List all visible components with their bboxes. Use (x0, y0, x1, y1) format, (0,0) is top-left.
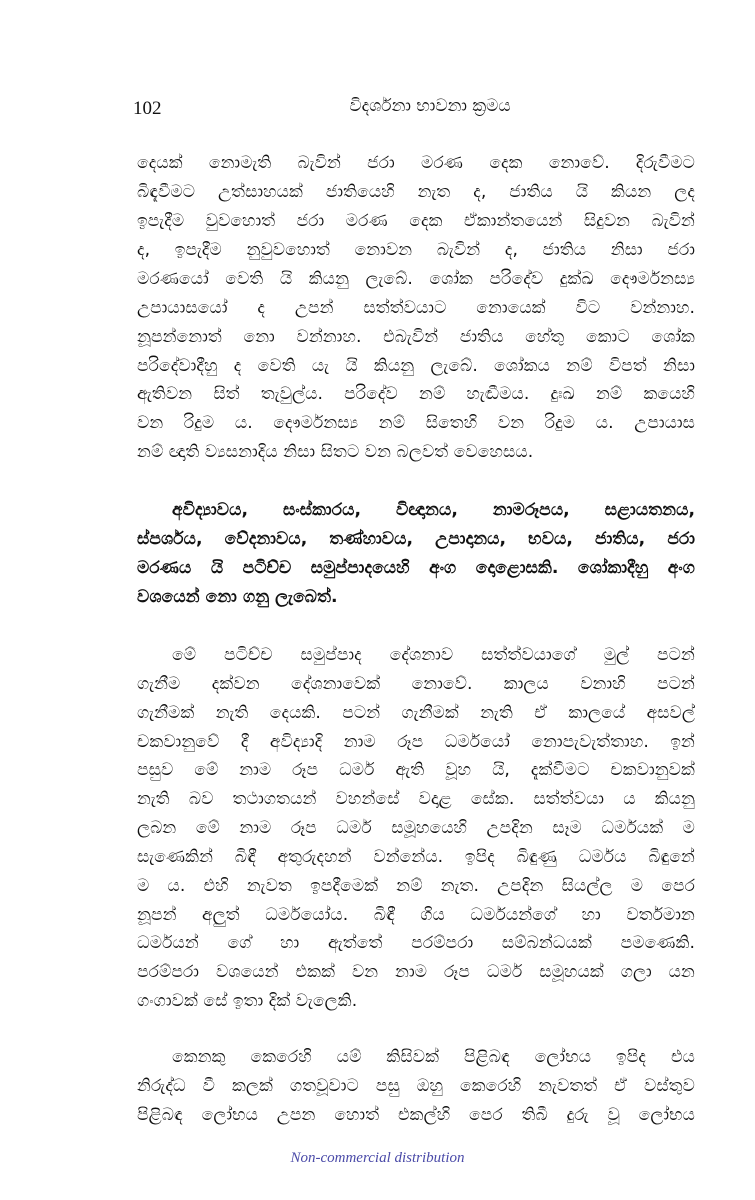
running-title: විදර්ශනා භාවනා ක්‍රමය (349, 96, 511, 116)
text-line: ඉපැදීම වුවහොත් ජරා මරණ දෙක ඒකාන්තයෙන් සිදුවන බැවින් (137, 211, 695, 231)
text-line: අවිද්‍යාවය, සංස්කාරය, විඥානය, නාමරූපය, සළායතනය, (172, 500, 695, 520)
text-line: සැණෙකින් බිඳී අතුරුදහන් වන්නේය. ඉපිද බිඳුණු ධර්මය බිඳුනේ (137, 847, 695, 867)
text-line: නැති බව තථාගතයන් වහන්සේ වදාළ සේක. සත්ත්වයා ය කියනු (137, 789, 695, 809)
text-line: නිරුද්ධ වී කලක් ගතවූවාට පසු ඔහු කෙරෙහි නැවතත් ඒ වස්තුව (137, 1076, 695, 1096)
text-line: පරිදේවාදීහු ද වෙති යැ යි කියනු ලැබේ. ශෝකය නම් විපත් නිසා (137, 356, 695, 376)
text-line: ස්පර්ශය, වේදනාවය, තණ්හාවය, උපාදානය, භවය, ජාතිය, ජරා (137, 529, 695, 549)
text-line: ගැනීම දක්වන දේශනාවෙක් නොවේ. කාලය වනාහි පටන් (137, 674, 695, 694)
text-line: නම් ඥාති ව්‍යසනාදිය නිසා සිතට වන බලවත් වෙහෙසය. (137, 442, 534, 462)
text-line: චකවානුවේ දී අවිද්‍යාදි නාම රූප ධර්මයෝ නොපැවැත්තාහ. ඉන් (137, 732, 695, 752)
text-line: ගැනීමක් නැති දෙයකි. පටන් ගැනීමක් නැති ඒ කාලයේ අසවල් (137, 703, 695, 723)
text-line: පසුව මේ නාම රූප ධර්ම ඇති වූහ යි, දැක්වීමට චකවානුවක් (137, 760, 695, 780)
text-line: වන රිදුම ය. දෞර්මනස්‍ය නම් සිතෙහි වන රිදුම ය. උපායාස (137, 413, 695, 433)
text-line: ඇතිවන සිත් තැවුල්ය. පරිදේව නම් හැඬීමය. දුඃඛ නම් කයෙහි (137, 384, 695, 404)
distribution-notice: Non-commercial distribution (290, 1150, 465, 1166)
text-line: නූපන් අලුත් ධර්මයෝය. බිඳී ගිය ධර්මයන්ගේ හා වර්තමාන (137, 905, 695, 925)
page-number: 102 (133, 98, 162, 119)
text-line: පරම්පරා වශයෙන් එකක් වන නාම රූප ධර්ම සමූහයක් ගලා යන (137, 962, 695, 982)
text-line: ධර්මයන් ගේ හා ඇත්තේ පරම්පරා සම්බන්ධයක් පමණෙකි. (137, 933, 695, 953)
text-line: වශයෙන් නො ගනු ලැබෙත්. (137, 587, 338, 607)
text-line: පිළිබඳ ලෝභය උපන හොත් එකල්හි පෙර තිබී දුරු වූ ලෝභය (137, 1105, 695, 1125)
text-line: දෙයක් නොමැති බැවින් ජරා මරණ දෙක නොවේ. දිරුවීමට (137, 153, 695, 173)
text-line: ගංගාවක් සේ ඉතා දික් වැලෙකි. (137, 991, 358, 1011)
text-line: බිඳැවීමට උත්සාහයක් ජාතියෙහි නැත ද, ජාතිය යි කියන ලද (137, 182, 695, 202)
text-line: කෙනකු කෙරෙහි යම් කිසිවක් පිළිබඳ ලෝභය ඉපිද එය (172, 1047, 695, 1067)
text-line: මරණයෝ වෙති යි කියනු ලැබේ. ශෝක පරිදේව දුක්ඛ දෞර්මනස්‍ය (137, 269, 695, 289)
text-line: මරණය යි පටිච්ච සමුප්පාදයෙහි අංග දොළොසකි. ශෝකාදීහු අංග (137, 558, 695, 578)
text-line: මේ පටිච්ච සමුප්පාද දේශනාව සත්ත්වයාගේ මුල් පටන් (172, 645, 695, 665)
text-line: ද, ඉපැදීම නුවුවහොත් නොවන බැවින් ද, ජාතිය නිසා ජරා (137, 240, 695, 260)
text-line: උපායාසයෝ ද උපන් සත්ත්වයාට නොයෙක් විට වන්නාහ. (137, 298, 695, 318)
text-line: ලබන මේ නාම රූප ධර්ම සමූහයෙහි උපදින සෑම ධර්මයක් ම (137, 818, 695, 838)
text-line: නූපන්නොත් නො වන්නාහ. එබැවින් ජාතිය හේතු කොට ශෝක (137, 327, 695, 347)
text-line: ම ය. එහි නැවත ඉපදීමෙක් නම් නැත. උපදින සියල්ල ම පෙර (137, 876, 695, 896)
